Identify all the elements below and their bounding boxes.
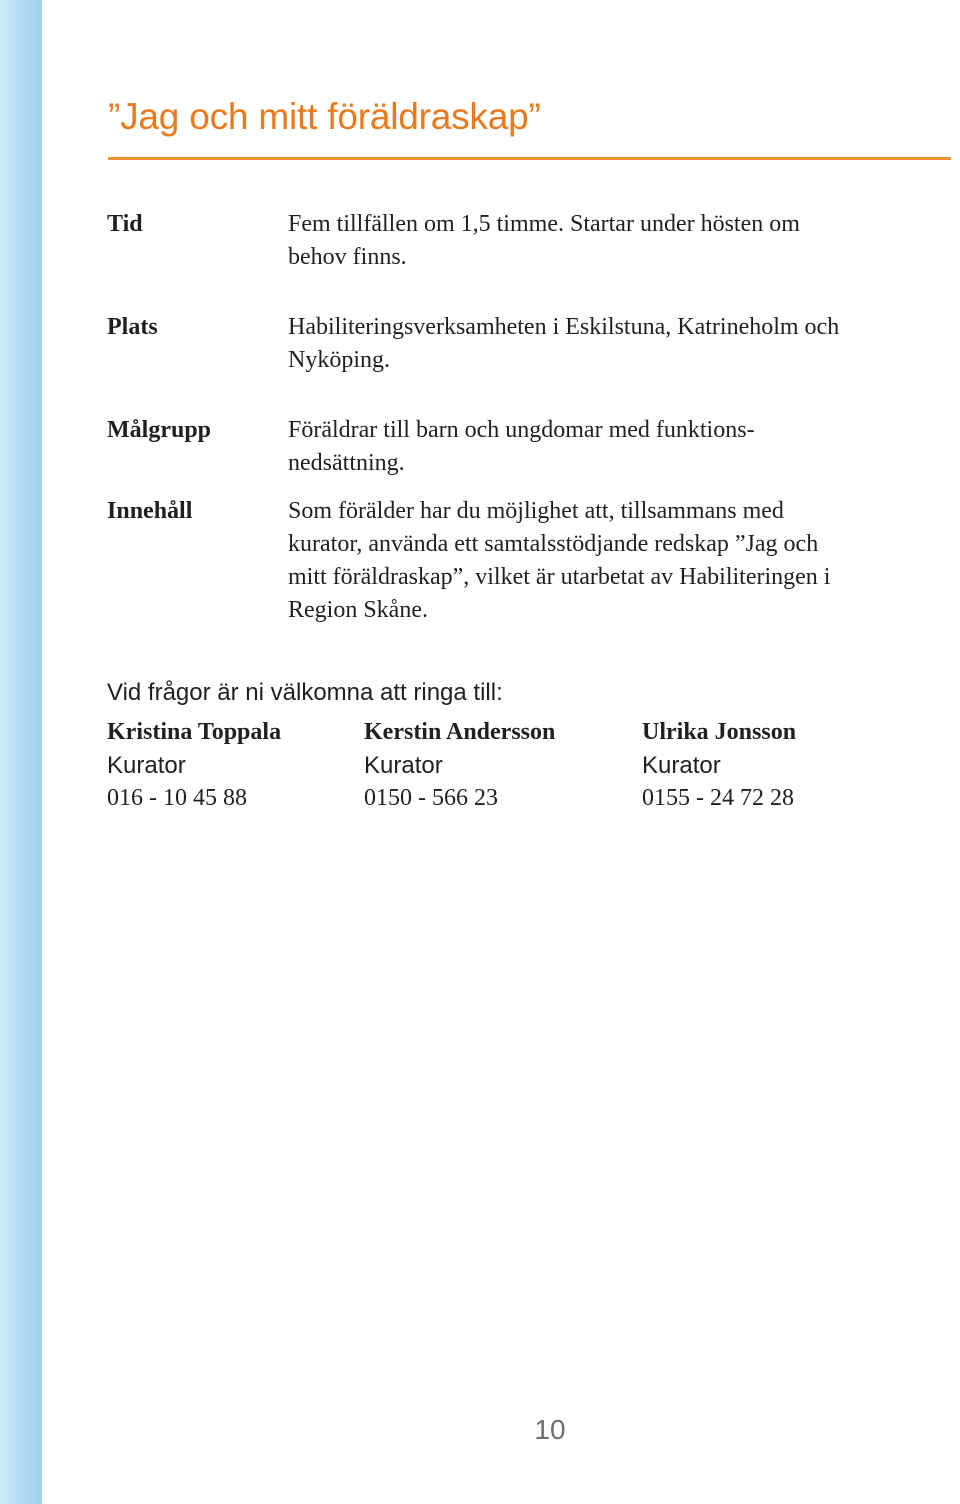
contact-card <box>642 716 796 815</box>
label-plats: Plats <box>107 314 158 340</box>
contact-role: Kurator <box>107 752 186 779</box>
contact-phone: 0155 - 24 72 28 <box>642 785 794 811</box>
value-malgrupp: Föräldrar till barn och ungdomar med funktions- nedsättning. <box>288 417 755 476</box>
page-number: 10 <box>534 1414 566 1445</box>
value-plats: Habiliteringsverksamheten i Eskilstuna, Katrineholm och Nyköping. <box>288 314 840 373</box>
contact-role: Kurator <box>642 752 721 779</box>
contact-phone: 0150 - 566 23 <box>364 785 498 811</box>
contact-role: Kurator <box>364 752 443 779</box>
label-innehall: Innehåll <box>107 498 193 524</box>
contact-name: Kristina Toppala <box>107 719 282 745</box>
contact-phone: 016 - 10 45 88 <box>107 785 247 811</box>
label-malgrupp: Målgrupp <box>107 417 212 443</box>
contact-name: Kerstin Andersson <box>364 719 556 745</box>
value-innehall: Som förälder har du möjlighet att, tillsammans med kurator, använda ett samtalsstödjande redskap ”Jag och mitt föräldraskap”, vilket är utarbetat av Habiliteringen i Region Skåne. <box>288 498 831 623</box>
page-title: ”Jag och mitt föräldraskap” <box>108 96 541 137</box>
value-tid: Fem tillfällen om 1,5 timme. Startar under hösten om behov finns. <box>288 211 800 270</box>
label-tid: Tid <box>107 211 143 237</box>
contact-intro: Vid frågor är ni välkomna att ringa till: <box>107 679 503 706</box>
contact-name: Ulrika Jonsson <box>642 719 797 745</box>
title-divider <box>108 157 951 160</box>
contact-card <box>364 716 555 815</box>
contact-card <box>107 716 281 815</box>
side-color-band <box>0 0 42 1504</box>
